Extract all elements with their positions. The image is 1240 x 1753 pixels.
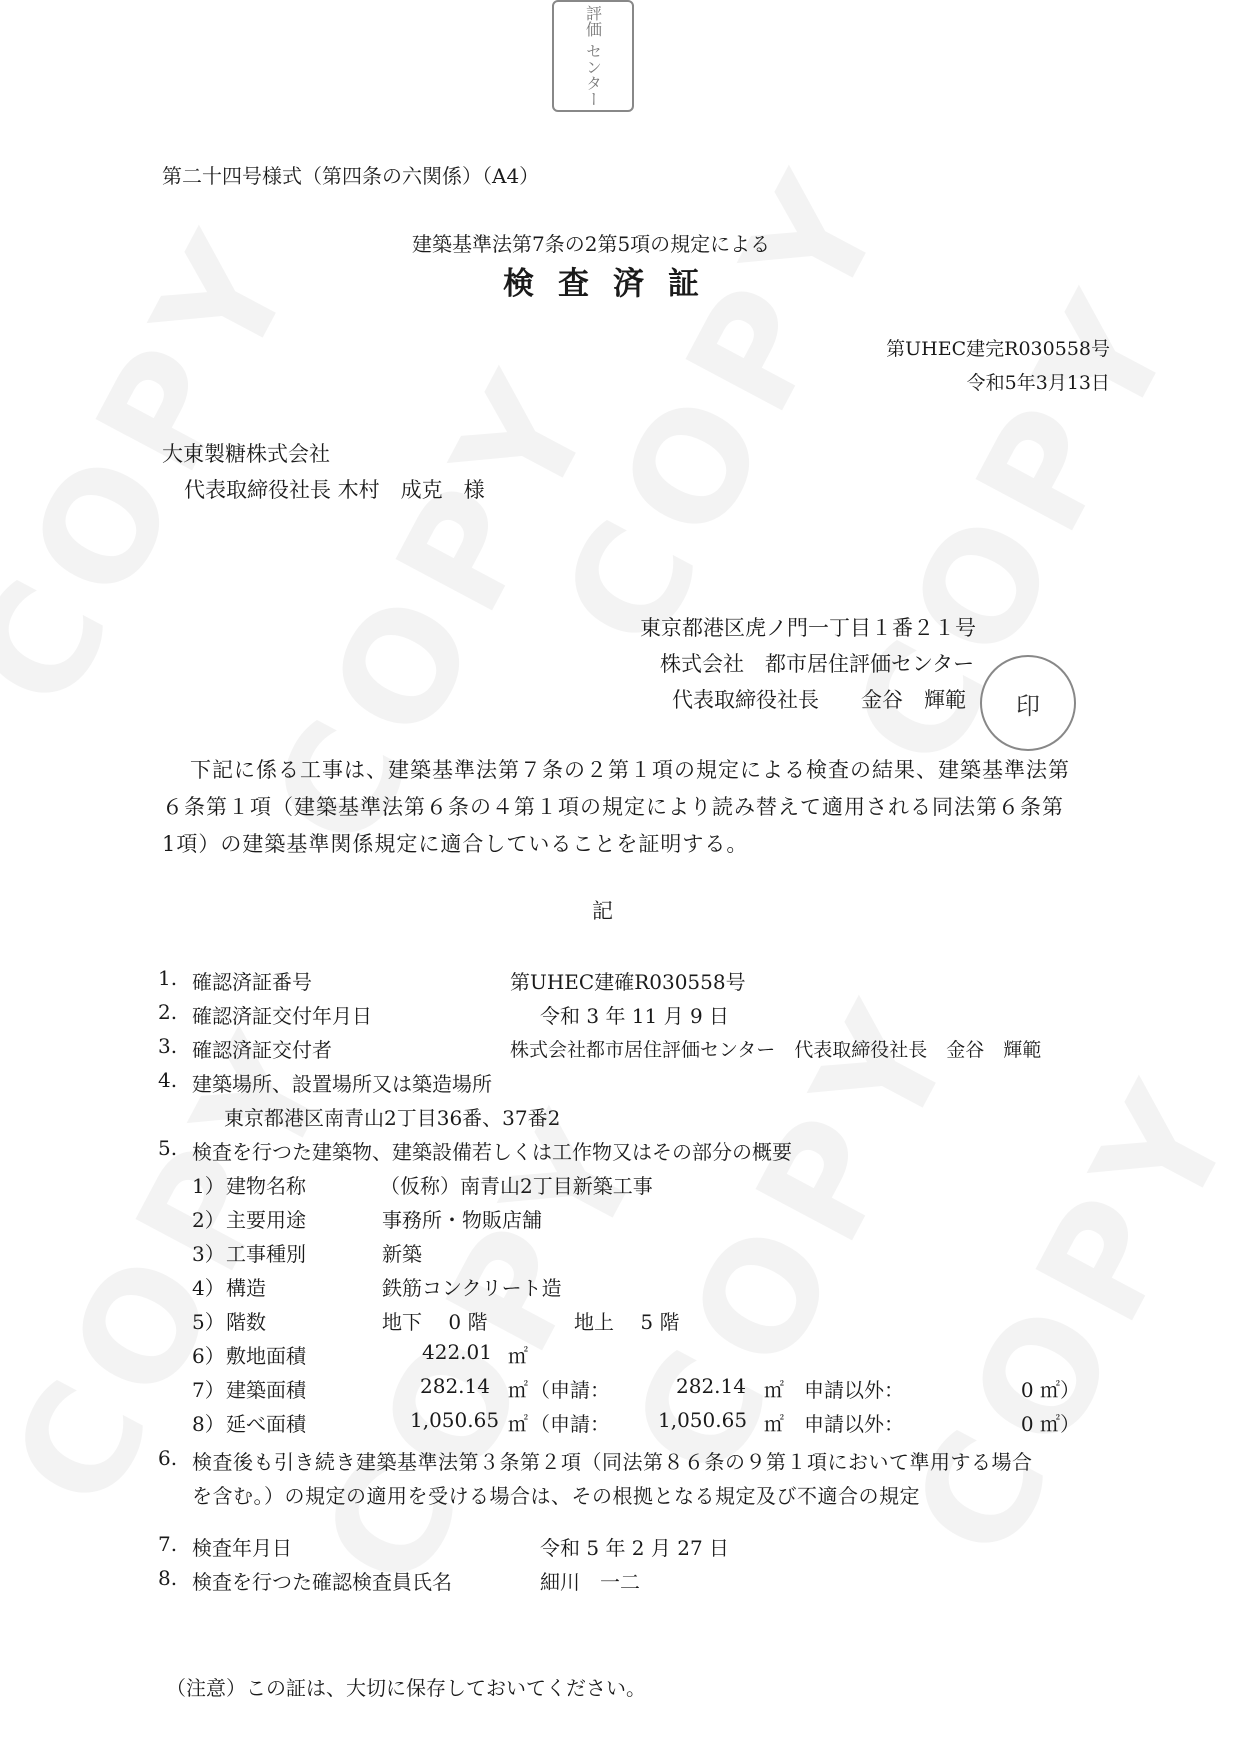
- watermark-text: [529, 140, 923, 674]
- bldg-floors-above: 地上 5 階: [574, 1310, 680, 1334]
- bldg-area-other-label: 申請以外：: [804, 1378, 904, 1402]
- care-note: （注意）この証は、大切に保存しておいてください。: [166, 1676, 646, 1700]
- issuer-representative: 代表取締役社長 金谷 輝範: [672, 688, 966, 712]
- recipient-company: 大東製糖株式会社: [162, 442, 330, 466]
- issuer-seal-text: 印: [1016, 691, 1040, 720]
- bldg-floor-area-label: 延べ面積: [226, 1412, 306, 1436]
- statement-line-3: 1項）の建築基準関係規定に適合していることを証明する。: [162, 832, 749, 856]
- bldg-floor-area-applied-unit: ㎡: [764, 1412, 784, 1436]
- bldg-area-label: 建築面積: [226, 1378, 306, 1402]
- top-seal-line1: 評価: [583, 5, 603, 37]
- issue-date: 令和5年3月13日: [966, 372, 1110, 394]
- item-8-num: 8.: [158, 1566, 178, 1590]
- item-6-line-1: 検査後も引き続き建築基準法第３条第２項（同法第８６条の９第１項において準用する場合: [192, 1450, 1033, 1474]
- item-1-num: 1.: [158, 966, 178, 990]
- item-2-label: 確認済証交付年月日: [192, 1004, 372, 1028]
- item-3-label: 確認済証交付者: [192, 1038, 332, 1062]
- item-5-num: 5.: [158, 1136, 178, 1160]
- bldg-name-label: 建物名称: [226, 1174, 306, 1198]
- bldg-floors-num: 5）: [192, 1310, 225, 1334]
- issuer-address: 東京都港区虎ノ門一丁目１番２１号: [640, 616, 976, 640]
- bldg-work-num: 3）: [192, 1242, 225, 1266]
- bldg-area-applied: 282.14: [676, 1374, 746, 1398]
- bldg-area-num: 7）: [192, 1378, 225, 1402]
- top-seal-line2: センター: [583, 43, 603, 107]
- statement-line-2: ６条第１項（建築基準法第６条の４第１項の規定により読み替えて適用される同法第６条第: [162, 795, 1064, 819]
- bldg-area-unit: ㎡: [508, 1378, 528, 1402]
- bldg-floor-area-applied: 1,050.65: [658, 1408, 748, 1432]
- issuer-seal: [980, 655, 1076, 751]
- bldg-use-value: 事務所・物販店舗: [382, 1208, 542, 1232]
- statement-line-1: 下記に係る工事は、建築基準法第７条の２第１項の規定による検査の結果、建築基準法第: [190, 758, 1070, 782]
- bldg-work-value: 新築: [382, 1242, 422, 1266]
- item-8-label: 検査を行つた確認検査員氏名: [192, 1570, 452, 1594]
- issuer-company: 株式会社 都市居住評価センター: [660, 652, 975, 676]
- top-seal-stamp: [552, 0, 634, 112]
- bldg-structure-value: 鉄筋コンクリート造: [382, 1276, 562, 1300]
- item-3-num: 3.: [158, 1034, 178, 1058]
- watermark-text: [879, 1050, 1240, 1584]
- bldg-floor-area-other-label: 申請以外：: [804, 1412, 904, 1436]
- item-7-num: 7.: [158, 1532, 178, 1556]
- item-8-value: 細川 一二: [540, 1570, 640, 1594]
- bldg-use-num: 2）: [192, 1208, 225, 1232]
- bldg-floor-area-unit: ㎡: [508, 1412, 528, 1436]
- bldg-area-other: 0 ㎡）: [1020, 1378, 1080, 1402]
- bldg-site-label: 敷地面積: [226, 1344, 306, 1368]
- item-7-label: 検査年月日: [192, 1536, 292, 1560]
- bldg-floor-area-applied-label: （申請：: [530, 1412, 610, 1436]
- item-1-value: 第UHEC建確R030558号: [510, 970, 746, 994]
- bldg-site-unit: ㎡: [508, 1344, 528, 1368]
- certificate-number: 第UHEC建完R030558号: [886, 338, 1110, 360]
- bldg-area-applied-label: （申請：: [530, 1378, 610, 1402]
- item-4-value: 東京都港区南青山2丁目36番、37番2: [224, 1106, 561, 1130]
- bldg-floors-label: 階数: [226, 1310, 266, 1334]
- bldg-site-num: 6）: [192, 1344, 225, 1368]
- bldg-area-value: 282.14: [420, 1374, 490, 1398]
- bldg-structure-label: 構造: [226, 1276, 266, 1300]
- bldg-name-num: 1）: [192, 1174, 225, 1198]
- recipient-representative: 代表取締役社長 木村 成克 様: [184, 478, 485, 502]
- item-4-num: 4.: [158, 1068, 178, 1092]
- item-2-value: 令和 3 年 11 月 9 日: [540, 1004, 730, 1028]
- document-title: 検査済証: [503, 266, 723, 302]
- bldg-area-applied-unit: ㎡: [764, 1378, 784, 1402]
- item-5-label: 検査を行つた建築物、建築設備若しくは工作物又はその部分の概要: [192, 1140, 792, 1164]
- bldg-structure-num: 4）: [192, 1276, 225, 1300]
- bldg-site-value: 422.01: [422, 1340, 492, 1364]
- bldg-name-value: （仮称）南青山2丁目新築工事: [380, 1174, 653, 1198]
- bldg-floors-below: 地下 0 階: [382, 1310, 488, 1334]
- bldg-floor-area-num: 8）: [192, 1412, 225, 1436]
- item-4-label: 建築場所、設置場所又は築造場所: [192, 1072, 492, 1096]
- item-6-num: 6.: [158, 1446, 178, 1470]
- bldg-work-label: 工事種別: [226, 1242, 306, 1266]
- item-1-label: 確認済証番号: [192, 970, 312, 994]
- bldg-floor-area-other: 0 ㎡）: [1020, 1412, 1080, 1436]
- subtitle: 建築基準法第7条の2第5項の規定による: [412, 232, 771, 256]
- form-id: 第二十四号様式（第四条の六関係）（A4）: [162, 164, 540, 188]
- item-6-line-2: を含む。）の規定の適用を受ける場合は、その根拠となる規定及び不適合の規定: [192, 1484, 920, 1508]
- item-7-value: 令和 5 年 2 月 27 日: [540, 1536, 730, 1560]
- bldg-floor-area-value: 1,050.65: [410, 1408, 500, 1432]
- item-2-num: 2.: [158, 1000, 178, 1024]
- item-3-value: 株式会社都市居住評価センター 代表取締役社長 金谷 輝範: [510, 1039, 1042, 1061]
- ki-heading: 記: [592, 899, 613, 923]
- bldg-use-label: 主要用途: [226, 1208, 306, 1232]
